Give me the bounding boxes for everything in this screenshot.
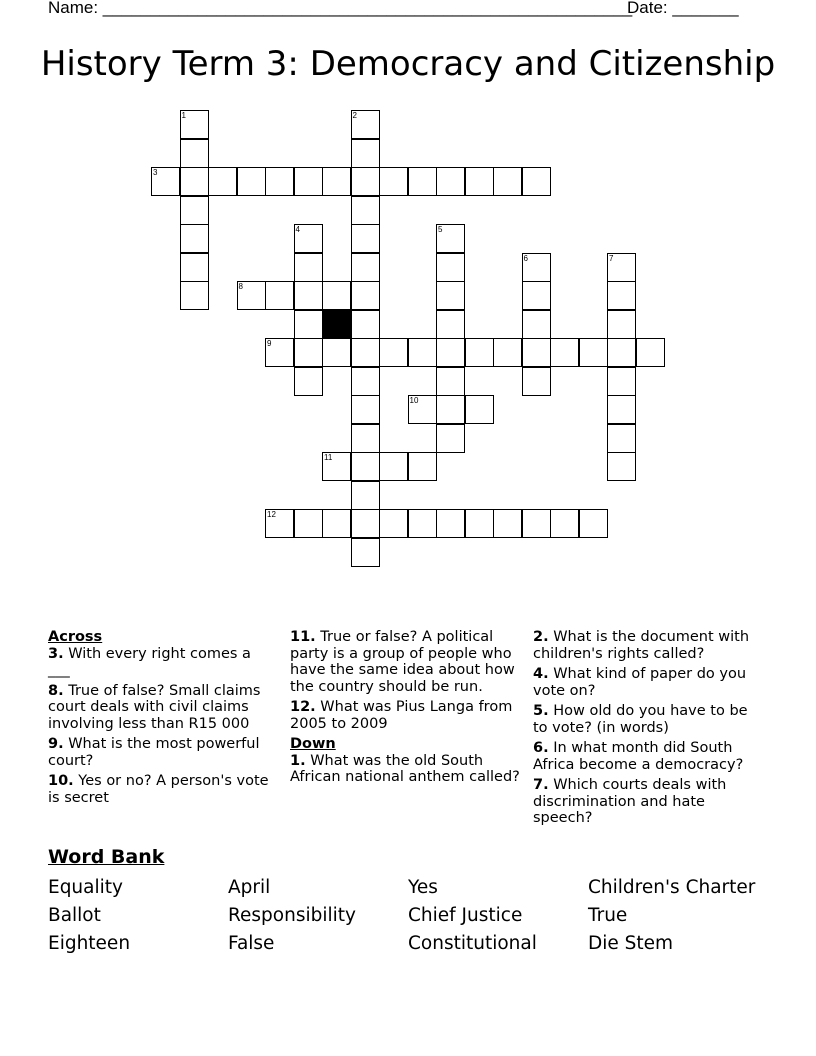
crossword-cell[interactable]: [522, 367, 551, 396]
crossword-cell[interactable]: [351, 367, 380, 396]
clue-down-5: 5. How old do you have to be to vote? (in words): [533, 703, 748, 736]
crossword-cell[interactable]: [180, 196, 209, 225]
crossword-cell[interactable]: [208, 167, 237, 196]
crossword-cell[interactable]: [322, 509, 351, 538]
crossword-cell[interactable]: [379, 167, 408, 196]
page-title: History Term 3: Democracy and Citizenship: [40, 44, 776, 84]
clue-number: 9: [267, 339, 272, 348]
across-heading: Across: [48, 629, 103, 645]
crossword-cell[interactable]: [436, 253, 465, 282]
clue-number: 6: [523, 253, 528, 263]
word-bank-item: Eighteen: [48, 933, 131, 954]
crossword-cell[interactable]: [294, 509, 323, 538]
crossword-cell[interactable]: [607, 281, 636, 310]
word-bank-item: Children's Charter: [588, 877, 756, 898]
crossword-cell[interactable]: [607, 424, 636, 453]
crossword-cell[interactable]: [550, 509, 579, 538]
crossword-cell[interactable]: [408, 167, 437, 196]
crossword-cell[interactable]: [522, 167, 551, 196]
clue-number: 7: [609, 253, 614, 263]
crossword-cell[interactable]: [493, 338, 522, 367]
crossword-cell[interactable]: [493, 167, 522, 196]
crossword-cell[interactable]: [436, 338, 465, 367]
crossword-cell[interactable]: [408, 452, 437, 481]
crossword-cell[interactable]: [379, 338, 408, 367]
word-bank-item: Equality: [48, 877, 123, 898]
crossword-cell[interactable]: [351, 196, 380, 225]
word-bank-column-4: [588, 874, 755, 958]
clue-across-8: 8. True of false? Small claims court deals with civil claims involving less than R15 000: [48, 682, 261, 732]
word-bank-item: Chief Justice: [408, 905, 523, 926]
crossword-cell[interactable]: [237, 281, 266, 310]
crossword-cell[interactable]: [522, 253, 551, 282]
clue-down-7: 7. Which courts deals with discrimination and hate speech?: [533, 777, 727, 826]
word-bank-item: Die Stem: [588, 933, 674, 954]
crossword-cell[interactable]: [294, 281, 323, 310]
clue-number: 12: [267, 510, 276, 519]
crossword-cell[interactable]: [351, 338, 380, 367]
clue-number: 2: [352, 111, 357, 120]
word-bank-column-2: [228, 874, 356, 958]
clue-across-11: 11. True or false? A political party is a group of people who have the same idea about how the country should be run.: [290, 629, 515, 695]
clues-column-2: [290, 629, 522, 790]
crossword-cell[interactable]: [436, 509, 465, 538]
word-bank-item: Yes: [408, 877, 438, 898]
crossword-cell[interactable]: [408, 338, 437, 367]
crossword-cell[interactable]: [607, 338, 636, 367]
crossword-cell[interactable]: [294, 310, 323, 339]
crossword-cell[interactable]: [351, 481, 380, 510]
crossword-cell[interactable]: [322, 281, 351, 310]
clue-down-1: 1. What was the old South African national anthem called?: [290, 752, 520, 785]
word-bank-item: True: [588, 905, 628, 926]
crossword-cell[interactable]: [465, 167, 494, 196]
clue-number: 1: [181, 111, 186, 120]
word-bank-column-3: [408, 874, 537, 958]
crossword-cell[interactable]: [636, 338, 665, 367]
clue-number: 11: [324, 453, 333, 462]
crossword-cell[interactable]: [351, 509, 380, 538]
crossword-cell[interactable]: [180, 167, 209, 196]
clue-across-3: 3. With every right comes a ___: [48, 645, 251, 678]
word-bank-item: Responsibility: [228, 905, 356, 926]
crossword-cell[interactable]: [436, 367, 465, 396]
crossword-cell[interactable]: [294, 253, 323, 282]
crossword-cell[interactable]: [465, 509, 494, 538]
clue-number: 4: [295, 225, 300, 234]
crossword-cell[interactable]: [265, 167, 294, 196]
crossword-cell[interactable]: [522, 281, 551, 310]
clues-column-1: [48, 629, 274, 810]
date-line[interactable]: Date: _______: [627, 0, 739, 17]
crossword-cell[interactable]: [351, 281, 380, 310]
word-bank-column-1: [48, 874, 130, 958]
clue-across-9: 9. What is the most powerful court?: [48, 736, 260, 769]
crossword-cell[interactable]: [265, 281, 294, 310]
clue-down-6: 6. In what month did South Africa become a democracy?: [533, 740, 744, 773]
word-bank-item: April: [228, 877, 271, 898]
crossword-cell[interactable]: [607, 310, 636, 339]
clue-number: 3: [153, 168, 158, 177]
clue-down-4: 4. What kind of paper do you vote on?: [533, 666, 747, 699]
crossword-cell[interactable]: [379, 452, 408, 481]
crossword-cell[interactable]: [408, 509, 437, 538]
crossword-cell[interactable]: [322, 452, 351, 481]
clue-across-10: 10. Yes or no? A person's vote is secret: [48, 773, 269, 806]
crossword-cell[interactable]: [237, 167, 266, 196]
crossword-cell[interactable]: [522, 509, 551, 538]
clue-across-12: 12. What was Pius Langa from 2005 to 2009: [290, 699, 513, 732]
crossword-cell[interactable]: [436, 167, 465, 196]
crossword-cell[interactable]: [607, 253, 636, 282]
clue-number: 5: [438, 225, 443, 234]
crossword-cell[interactable]: [322, 167, 351, 196]
crossword-cell[interactable]: [351, 253, 380, 282]
word-bank-item: Ballot: [48, 905, 101, 926]
crossword-cell[interactable]: [322, 338, 351, 367]
crossword-cell[interactable]: [294, 167, 323, 196]
crossword-cell[interactable]: [265, 509, 294, 538]
crossword-cell[interactable]: [351, 424, 380, 453]
crossword-cell[interactable]: [607, 395, 636, 424]
crossword-cell[interactable]: [180, 139, 209, 168]
crossword-cell[interactable]: [579, 338, 608, 367]
crossword-cell[interactable]: [294, 338, 323, 367]
clue-number: 8: [238, 282, 243, 291]
black-square: [322, 310, 351, 339]
crossword-cell[interactable]: [351, 110, 380, 139]
crossword-cell[interactable]: [379, 509, 408, 538]
crossword-cell[interactable]: [550, 338, 579, 367]
crossword-cell[interactable]: [436, 281, 465, 310]
crossword-cell[interactable]: [351, 167, 380, 196]
crossword-cell[interactable]: [151, 167, 180, 196]
crossword-cell[interactable]: [180, 253, 209, 282]
crossword-cell[interactable]: [294, 367, 323, 396]
crossword-cell[interactable]: [351, 452, 380, 481]
crossword-cell[interactable]: [180, 110, 209, 139]
crossword-cell[interactable]: [351, 224, 380, 253]
crossword-cell[interactable]: [465, 338, 494, 367]
word-bank-item: Constitutional: [408, 933, 537, 954]
crossword-cell[interactable]: [522, 310, 551, 339]
crossword-cell[interactable]: [294, 224, 323, 253]
word-bank-title: Word Bank: [48, 846, 165, 868]
clue-number: 10: [409, 396, 419, 405]
crossword-cell[interactable]: [408, 395, 437, 424]
crossword-cell[interactable]: [180, 224, 209, 253]
crossword-cell[interactable]: [180, 281, 209, 310]
down-heading: Down: [290, 736, 336, 752]
crossword-cell[interactable]: [265, 338, 294, 367]
crossword-cell[interactable]: [436, 424, 465, 453]
crossword-cell[interactable]: [351, 310, 380, 339]
clue-down-2: 2. What is the document with children's rights called?: [533, 629, 750, 662]
crossword-cell[interactable]: [436, 395, 465, 424]
crossword-cell[interactable]: [351, 538, 380, 567]
crossword-cell[interactable]: [522, 338, 551, 367]
crossword-cell[interactable]: [351, 395, 380, 424]
name-line[interactable]: Name: ________________________________________________________: [48, 0, 633, 17]
word-bank-item: False: [228, 933, 275, 954]
crossword-cell[interactable]: [465, 395, 494, 424]
clues-column-3: [533, 629, 755, 831]
crossword-cell[interactable]: [351, 139, 380, 168]
crossword-cell[interactable]: [607, 367, 636, 396]
crossword-cell[interactable]: [607, 452, 636, 481]
crossword-cell[interactable]: [493, 509, 522, 538]
crossword-cell[interactable]: [436, 224, 465, 253]
crossword-cell[interactable]: [579, 509, 608, 538]
crossword-cell[interactable]: [436, 310, 465, 339]
